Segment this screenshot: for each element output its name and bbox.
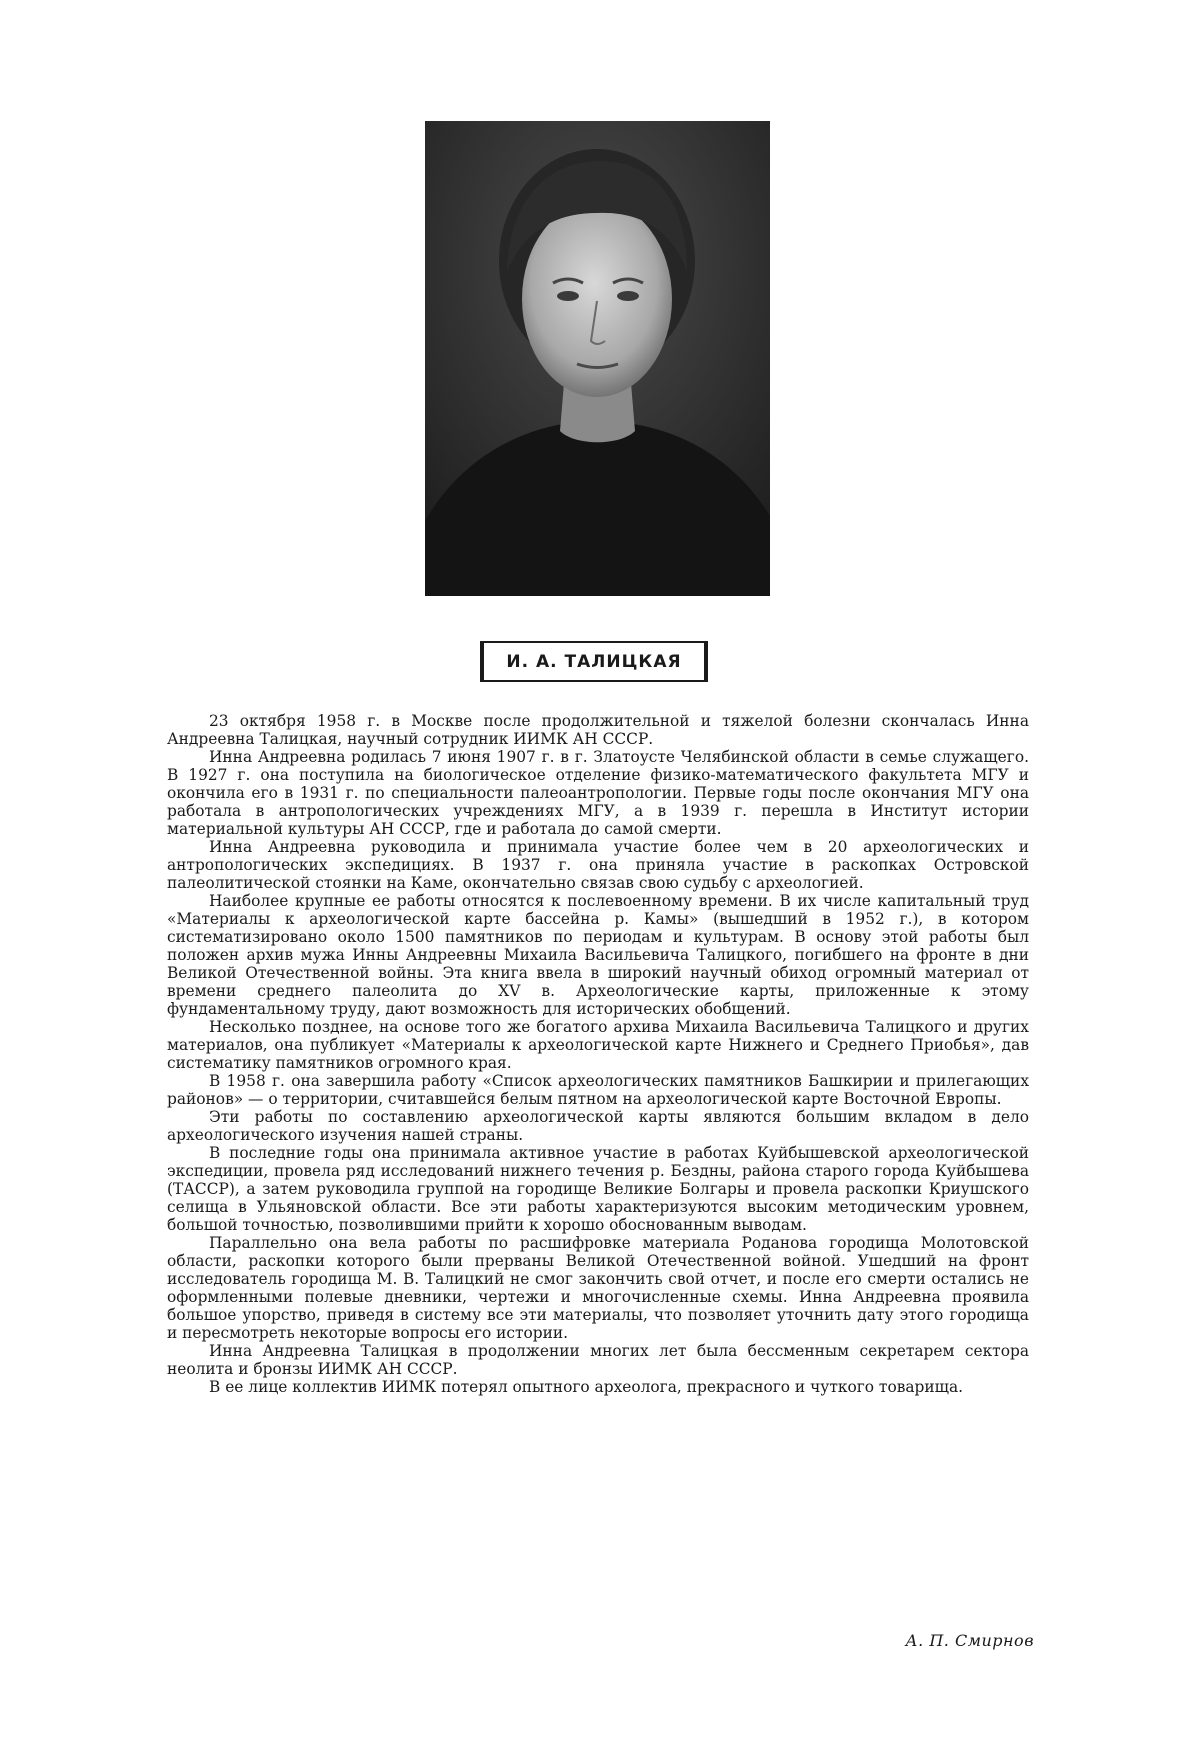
portrait-photo-icon <box>425 121 770 596</box>
obituary-text <box>167 712 1029 1396</box>
paragraph: Несколько позднее, на основе того же богатого архива Михаила Васильевича Талицкого и других материалов, она публикует «Материалы к археологической карте Нижнего и Среднего Приобья», дав систематику памятников огромного края. <box>167 1018 1029 1072</box>
obituary-title: И. А. ТАЛИЦКАЯ <box>480 641 708 682</box>
author-signature: А. П. Смирнов <box>905 1631 1034 1650</box>
paragraph: В ее лице коллектив ИИМК потерял опытного археолога, прекрасного и чуткого товарища. <box>209 1378 964 1396</box>
paragraph: Инна Андреевна Талицкая в продолжении многих лет была бессменным секретарем сектора неолита и бронзы ИИМК АН СССР. <box>167 1342 1029 1378</box>
paragraph: Инна Андреевна родилась 7 июня 1907 г. в г. Златоусте Челябинской области в семье служащего. В 1927 г. она поступила на биологическое отделение физико-математического факультета МГУ и окончила его в 1931 г. по специальности палеоантропологии. Первые годы после окончания МГУ она работала в антропологических учреждениях МГУ, а в 1939 г. перешла в Институт истории материальной культуры АН СССР, где и работала до самой смерти. <box>167 748 1029 838</box>
paragraph: Наиболее крупные ее работы относятся к послевоенному времени. В их числе капитальный труд «Материалы к археологической карте бассейна р. Камы» (вышедший в 1952 г.), в котором систематизировано около 1500 памятников по периодам и культурам. В основу этой работы был положен архив мужа Инны Андреевны Михаила Васильевича Талицкого, погибшего на фронте в дни Великой Отечественной войны. Эта книга ввела в широкий научный обиход огромный материал от времени среднего палеолита до XV в. Археологические карты, приложенные к этому фундаментальному труду, дают возможность для исторических обобщений. <box>167 892 1029 1018</box>
paragraph: 23 октября 1958 г. в Москве после продолжительной и тяжелой болезни скончалась Инна Андреевна Талицкая, научный сотрудник ИИМК АН СССР. <box>167 712 1029 748</box>
paragraph: Инна Андреевна руководила и принимала участие более чем в 20 археологических и антропологических экспедициях. В 1937 г. она приняла участие в раскопках Островской палеолитической стоянки на Каме, окончательно связав свою судьбу с археологией. <box>167 838 1029 892</box>
paragraph: В последние годы она принимала активное участие в работах Куйбышевской археологической экспедиции, провела ряд исследований нижнего течения р. Бездны, района старого города Куйбышева (ТАССР), а затем руководила группой на городище Великие Болгары и провела раскопки Криушского селища в Ульяновской области. Все эти работы характеризуются высоким методическим уровнем, большой точностью, позволившими прийти к хорошо обоснованным выводам. <box>167 1144 1029 1234</box>
paragraph: В 1958 г. она завершила работу «Список археологических памятников Башкирии и прилегающих районов» — о территории, считавшейся белым пятном на археологической карте Восточной Европы. <box>167 1072 1029 1108</box>
paragraph: Параллельно она вела работы по расшифровке материала Роданова городища Молотовской области, раскопки которого были прерваны Великой Отечественной войной. Ушедший на фронт исследователь городища М. В. Талицкий не смог закончить свой отчет, и после его смерти остались не оформленными полевые дневники, чертежи и многочисленные схемы. Инна Андреевна проявила большое упорство, приведя в систему все эти материалы, что позволяет уточнить дату этого городища и пересмотреть некоторые вопросы его истории. <box>167 1234 1029 1342</box>
paragraph: Эти работы по составлению археологической карты являются большим вкладом в дело археологического изучения нашей страны. <box>167 1108 1029 1144</box>
portrait-photo <box>425 121 770 596</box>
